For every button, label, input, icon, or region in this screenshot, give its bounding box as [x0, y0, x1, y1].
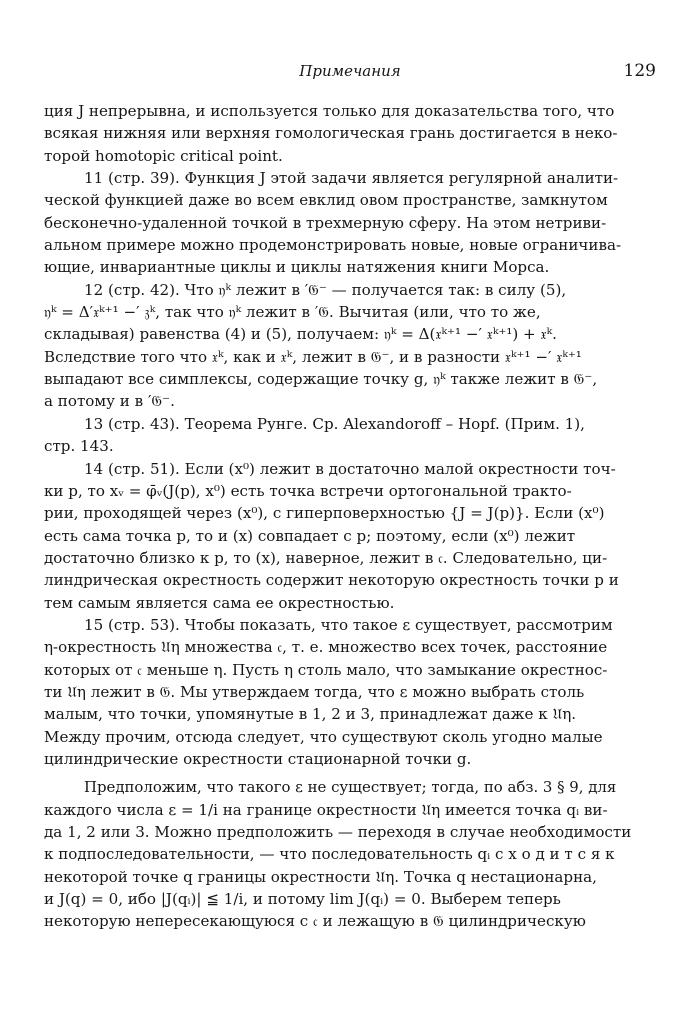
note-14-line: 14 (стр. 51). Если (x⁰) лежит в достаточно малой окрестности точ- [84, 459, 616, 478]
text-line: η-окрестность 𝔘η множества 𝔠, т. е. множество всех точек, расстояние [44, 638, 608, 657]
text-line: ческой функцией даже во всем евклид овом пространстве, замкнутом [44, 191, 608, 210]
text-line: цилиндрические окрестности стационарной точки g. [44, 749, 472, 768]
text-line: достаточно близко к p, то (x), наверное, лежит в 𝔠. Следовательно, ци- [44, 548, 608, 567]
text-line: и J(q) = 0, ибо |J(qᵢ)| ≦ 1/i, и потому lim J(qᵢ) = 0. Выберем теперь [44, 890, 561, 909]
paragraph-start-line: Предположим, что такого ε не существует; тогда, по абз. 3 § 9, для [84, 778, 617, 797]
text-line: бесконечно-удаленной точкой в трехмерную сферу. На этом нетриви- [44, 213, 607, 232]
text-line: рии, проходящей через (x⁰), с гиперповерхностью {J = J(p)}. Если (x⁰) [44, 504, 605, 523]
text-line: ти 𝔘η лежит в 𝔊. Мы утверждаем тогда, что ε можно выбрать столь [44, 682, 585, 701]
note-13-line: 13 (стр. 43). Теорема Рунге. Ср. Alexandoroff – Hopf. (Прим. 1), [84, 414, 585, 433]
text-line: торой homotopic critical point. [44, 146, 283, 165]
text-line: Между прочим, отсюда следует, что существуют сколь угодно малые [44, 727, 603, 746]
notes-body [44, 100, 656, 933]
note-15-line: 15 (стр. 53). Чтобы показать, что такое ε существует, рассмотрим [84, 615, 613, 634]
text-line: некоторую непересекающуюся с 𝔠 и лежащую в 𝔊 цилиндрическую [44, 912, 586, 931]
text-line: всякая нижняя или верхняя гомологическая грань достигается в неко- [44, 124, 618, 143]
text-line: 𝔶ᵏ = Δ′𝔵ᵏ⁺¹ −′ 𝔷ᵏ, так что 𝔶ᵏ лежит в ′𝔊. Вычитая (или, что то же, [44, 303, 541, 322]
text-line: альном примере можно продемонстрировать новые, новые ограничива- [44, 236, 622, 255]
text-line: а потому и в ′𝔊⁻. [44, 392, 175, 411]
text-line: ция J непрерывна, и используется только для доказательства того, что [44, 102, 615, 120]
page-number: 129 [623, 61, 656, 81]
text-line: Вследствие того что 𝔵ᵏ, как и 𝔵ᵏ, лежит в 𝔊⁻, и в разности 𝔵ᵏ⁺¹ −′ 𝔵ᵏ⁺¹ [44, 347, 582, 366]
text-line: выпадают все симплексы, содержащие точку g, 𝔶ᵏ также лежит в 𝔊⁻, [44, 370, 598, 389]
note-11-line: 11 (стр. 39). Функция J этой задачи является регулярной аналити- [84, 169, 619, 188]
page-header [0, 62, 700, 84]
text-line: да 1, 2 или 3. Можно предположить — переходя в случае необходимости [44, 823, 632, 841]
text-line: тем самым является сама ее окрестностью. [44, 593, 395, 612]
text-line: линдрическая окрестность содержит некоторую окрестность точки p и [44, 571, 619, 590]
running-title: Примечания [299, 62, 401, 80]
text-line: есть сама точка p, то и (x) совпадает с p; поэтому, если (x⁰) лежит [44, 526, 576, 545]
text-line: некоторой точке q границы окрестности 𝔘η. Точка q нестационарна, [44, 867, 597, 886]
note-12-line: 12 (стр. 42). Что 𝔶ᵏ лежит в ′𝔊⁻ — получается так: в силу (5), [84, 280, 567, 299]
text-line: складывая) равенства (4) и (5), получаем: 𝔶ᵏ = Δ(𝔵ᵏ⁺¹ −′ 𝔵ᵏ⁺¹) + 𝔵ᵏ. [44, 325, 557, 344]
text-line: к подпоследовательности, — что последовательность qᵢ с х о д и т с я к [44, 845, 615, 864]
text-line: каждого числа ε = 1/i на границе окрестности 𝔘η имеется точка qᵢ ви- [44, 800, 608, 819]
text-line: стр. 143. [44, 437, 114, 456]
text-line: малым, что точки, упомянутые в 1, 2 и 3, принадлежат даже к 𝔘η. [44, 705, 577, 724]
text-line: которых от 𝔠 меньше η. Пусть η столь мало, что замыкание окрестнос- [44, 660, 608, 679]
text-line: ющие, инвариантные циклы и циклы натяжения книги Морса. [44, 258, 550, 277]
text-line: ки p, то xᵥ = φ̄ᵥ(J(p), x⁰) есть точка встречи ортогональной тракто- [44, 481, 572, 500]
